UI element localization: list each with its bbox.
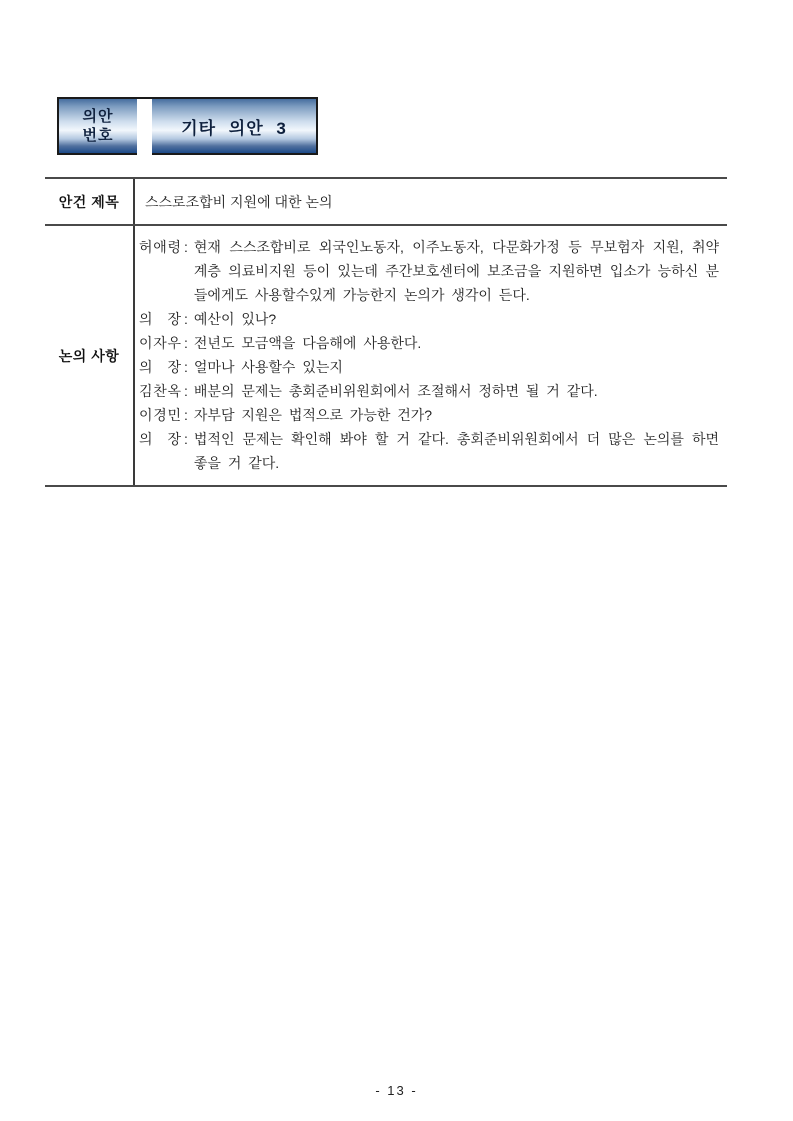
speaker-name-char: 장 <box>167 311 181 327</box>
speaker-name-char: 의 <box>139 431 153 447</box>
speaker-name-char: 자 <box>153 335 167 351</box>
discussion-label: 논의 사항 <box>45 226 135 485</box>
speaker-name <box>139 427 181 451</box>
speaker-name <box>139 379 181 403</box>
speaker-statement: 법적인 문제는 확인해 봐야 할 거 같다. 총회준비위원회에서 더 많은 논의를 하면 좋을 거 같다. <box>193 431 719 471</box>
speaker-name <box>139 307 181 331</box>
speaker-name-char: 우 <box>167 335 181 351</box>
badge-divider-stripe <box>137 99 152 155</box>
discussion-entry <box>139 235 719 307</box>
agenda-title-label: 안건 제목 <box>45 179 135 224</box>
speaker-name <box>139 235 181 259</box>
discussion-entry <box>139 355 719 379</box>
discussion-entry <box>139 403 719 427</box>
agenda-number-label <box>59 99 137 153</box>
agenda-badge-title: 기타 의안 3 <box>181 118 287 138</box>
agenda-table <box>45 177 727 487</box>
agenda-number-label-line2: 번호 <box>82 127 114 144</box>
speaker-name-char: 허 <box>139 239 153 255</box>
agenda-title-value: 스스로조합비 지원에 대한 논의 <box>145 193 333 210</box>
speaker-statement: 현재 스스조합비로 외국인노동자, 이주노동자, 다문화가정 등 무보험자 지원, 취약계층 의료비지원 등이 있는데 주간보호센터에 보조금을 지원하면 입소가 능하신 분들에게도 사용할수있게 가능한지 논의가 생각이 든다. <box>193 239 719 303</box>
speaker-name <box>139 403 181 427</box>
speaker-name-char: 이 <box>139 407 153 423</box>
speaker-statement: 배분의 문제는 총회준비위원회에서 조절해서 정하면 될 거 같다. <box>193 383 598 399</box>
agenda-number-label-line1: 의안 <box>82 108 114 125</box>
speaker-separator: : <box>184 239 188 255</box>
speaker-separator: : <box>184 383 188 399</box>
speaker-separator: : <box>184 431 188 447</box>
agenda-number-badge <box>57 97 318 155</box>
speaker-separator: : <box>184 335 188 351</box>
speaker-name-char: 의 <box>139 359 153 375</box>
speaker-statement: 예산이 있나? <box>193 311 277 327</box>
speaker-name <box>139 331 181 355</box>
agenda-title-row <box>45 179 727 226</box>
discussion-row <box>45 226 727 487</box>
discussion-entry <box>139 307 719 331</box>
discussion-entry <box>139 379 719 403</box>
speaker-statement: 얼마나 사용할수 있는지 <box>193 359 343 375</box>
speaker-name-char: 김 <box>139 383 153 399</box>
speaker-name-char: 장 <box>167 359 181 375</box>
speaker-name-char: 옥 <box>167 383 181 399</box>
speaker-name <box>139 355 181 379</box>
speaker-name-char: 애 <box>153 239 167 255</box>
speaker-name-char: 령 <box>167 239 181 255</box>
speaker-separator: : <box>184 359 188 375</box>
speaker-separator: : <box>184 311 188 327</box>
speaker-name-char: 의 <box>139 311 153 327</box>
speaker-name-char: 민 <box>167 407 181 423</box>
speaker-statement: 전년도 모금액을 다음해에 사용한다. <box>193 335 422 351</box>
discussion-entry <box>139 331 719 355</box>
speaker-name-char: 찬 <box>153 383 167 399</box>
discussion-content <box>135 226 727 485</box>
speaker-separator: : <box>184 407 188 423</box>
speaker-name-char: 이 <box>139 335 153 351</box>
page-number: - 13 - <box>375 1083 418 1098</box>
speaker-statement: 자부담 지원은 법적으로 가능한 건가? <box>193 407 433 423</box>
speaker-name-char: 경 <box>153 407 167 423</box>
speaker-name-char: 장 <box>167 431 181 447</box>
discussion-entry <box>139 427 719 475</box>
